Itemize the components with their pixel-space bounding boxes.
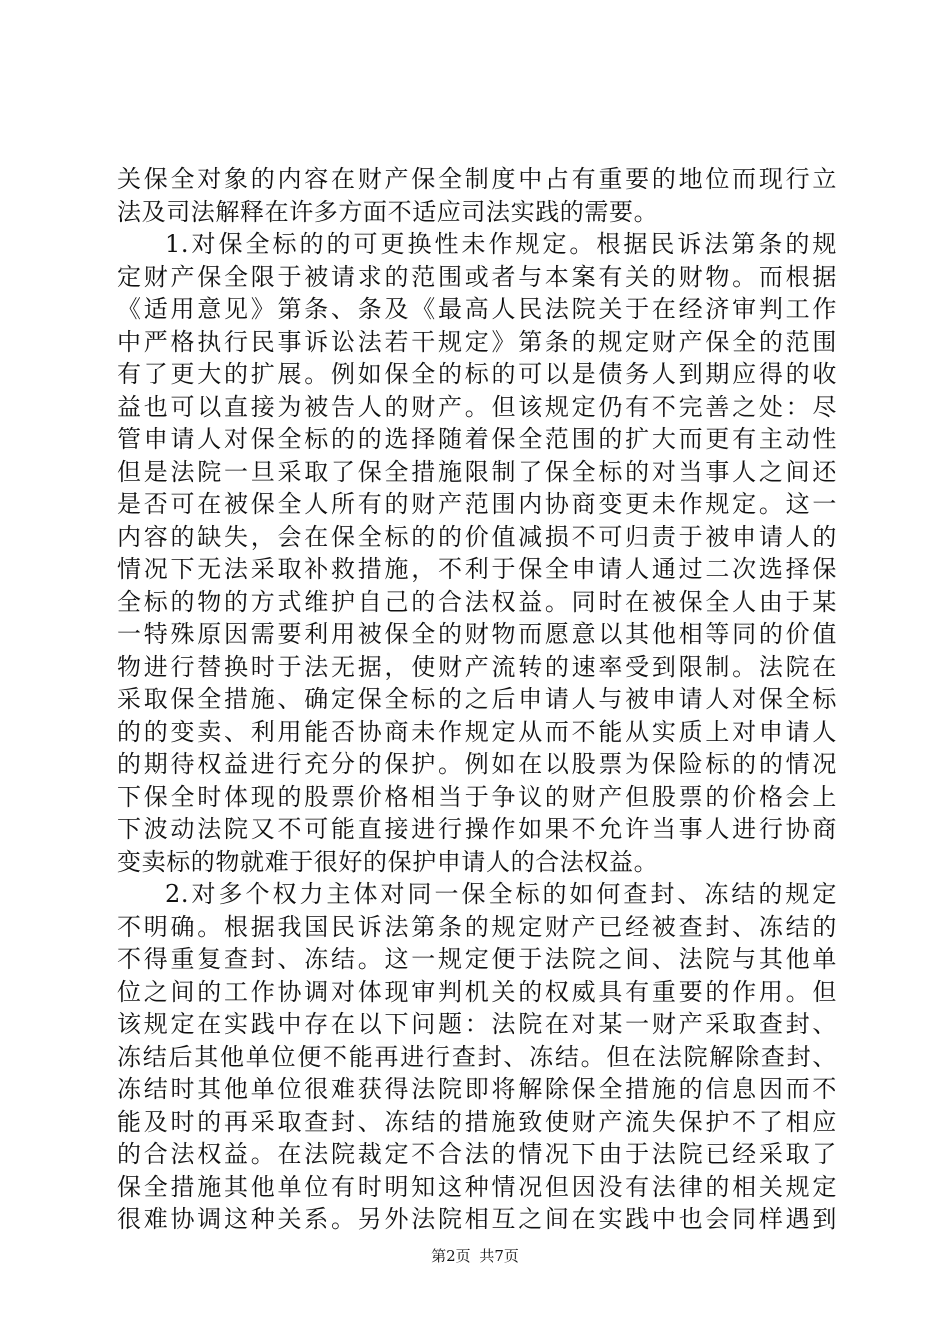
text-line: 法及司法解释在许多方面不适应司法实践的需要。 bbox=[117, 197, 659, 226]
text-line: 不得重复查封、冻结。这一规定便于法院之间、法院与其他单 bbox=[117, 945, 837, 973]
section-2-heading-line: 2.对多个权力主体对同一保全标的如何查封、冻结的规定 bbox=[165, 880, 837, 908]
text-line: 的期待权益进行充分的保护。例如在以股票为保险标的的情况 bbox=[117, 750, 837, 778]
text-line: 一特殊原因需要利用被保全的财物而愿意以其他相等同的价值 bbox=[117, 620, 837, 648]
text-line: 益也可以直接为被告人的财产。但该规定仍有不完善之处：尽 bbox=[117, 392, 837, 421]
text-line: 变卖标的物就难于很好的保护申请人的合法权益。 bbox=[117, 847, 659, 876]
text-line: 关保全对象的内容在财产保全制度中占有重要的地位而现行立 bbox=[117, 165, 837, 193]
text-line: 的的变卖、利用能否协商未作规定从而不能从实质上对申请人 bbox=[117, 717, 837, 746]
text-line: 下波动法院又不可能直接进行操作如果不允许当事人进行协商 bbox=[117, 815, 837, 843]
text-line: 冻结时其他单位很难获得法院即将解除保全措施的信息因而不 bbox=[117, 1075, 837, 1103]
text-line: 该规定在实践中存在以下问题：法院在对某一财产采取查封、 bbox=[117, 1010, 837, 1038]
page-total: 共7页 bbox=[479, 1247, 519, 1265]
text-line: 《适用意见》第条、条及《最高人民法院关于在经济审判工作 bbox=[117, 295, 837, 323]
section-1-heading-line: 1.对保全标的的可更换性未作规定。根据民诉法第条的规 bbox=[165, 230, 837, 258]
text-line: 物进行替换时于法无据，使财产流转的速率受到限制。法院在 bbox=[117, 652, 837, 681]
text-line: 是否可在被保全人所有的财产范围内协商变更未作规定。这一 bbox=[117, 490, 837, 518]
text-line: 的合法权益。在法院裁定不合法的情况下由于法院已经采取了 bbox=[117, 1140, 837, 1168]
text-line: 位之间的工作协调对体现审判机关的权威具有重要的作用。但 bbox=[117, 977, 837, 1006]
text-line: 但是法院一旦采取了保全措施限制了保全标的对当事人之间还 bbox=[117, 457, 837, 486]
text-line: 管申请人对保全标的的选择随着保全范围的扩大而更有主动性 bbox=[117, 425, 837, 453]
page-footer bbox=[0, 1246, 950, 1266]
body-text bbox=[117, 163, 837, 1236]
text-line: 中严格执行民事诉讼法若干规定》第条的规定财产保全的范围 bbox=[117, 327, 837, 356]
text-line: 情况下无法采取补救措施，不利于保全申请人通过二次选择保 bbox=[117, 555, 837, 583]
text-line: 保全措施其他单位有时明知这种情况但因没有法律的相关规定 bbox=[117, 1172, 837, 1201]
text-line: 能及时的再采取查封、冻结的措施致使财产流失保护不了相应 bbox=[117, 1107, 837, 1136]
text-line: 冻结后其他单位便不能再进行查封、冻结。但在法院解除查封、 bbox=[117, 1042, 837, 1071]
text-line: 很难协调这种关系。另外法院相互之间在实践中也会同样遇到 bbox=[117, 1205, 837, 1233]
text-line: 采取保全措施、确定保全标的之后申请人与被申请人对保全标 bbox=[117, 685, 837, 713]
text-line: 定财产保全限于被请求的范围或者与本案有关的财物。而根据 bbox=[117, 262, 837, 291]
text-line: 有了更大的扩展。例如保全的标的可以是债务人到期应得的收 bbox=[117, 360, 837, 388]
text-line: 不明确。根据我国民诉法第条的规定财产已经被查封、冻结的 bbox=[117, 912, 837, 941]
text-line: 下保全时体现的股票价格相当于争议的财产但股票的价格会上 bbox=[117, 782, 837, 811]
page-number: 第2页 bbox=[431, 1247, 471, 1265]
text-line: 内容的缺失，会在保全标的的价值减损不可归责于被申请人的 bbox=[117, 522, 837, 551]
text-line: 全标的物的方式维护自己的合法权益。同时在被保全人由于某 bbox=[117, 587, 837, 616]
